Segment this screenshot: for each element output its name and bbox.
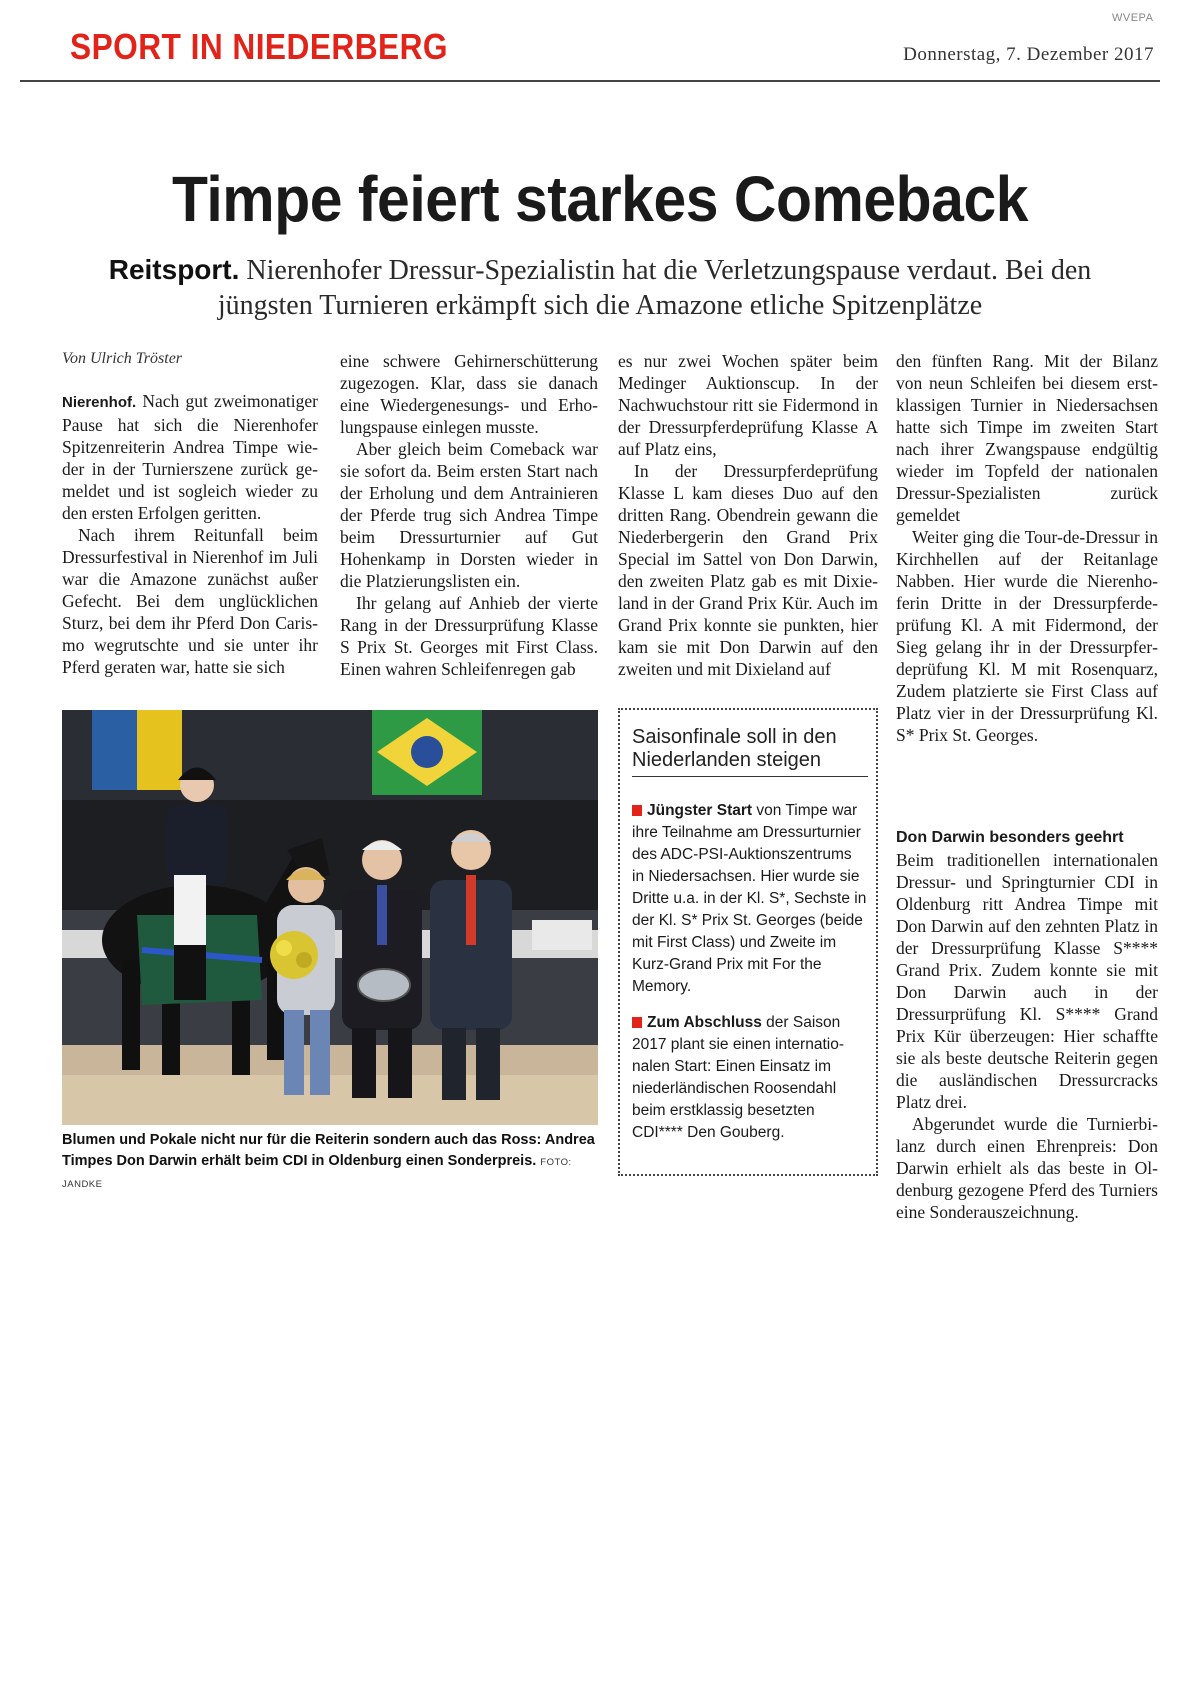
info-item — [632, 1012, 868, 1144]
paragraph: Beim traditionellen internationalen Dressur- und Springturnier CDI in Oldenburg ritt Andrea Timpe mit Don Darwin auf den zehnten Platz in der Dressurprüfung Klasse S**** Grand Prix. Zudem konnte sie mit Don Darwin auch in der Dressurprüfung Kl. S**** Grand Prix Kür überzeugen: Hier schaffte sie als beste deutsche Reiterin gegen die ausländischen Dressurcracks Platz drei. — [896, 850, 1158, 1112]
paragraph — [62, 390, 318, 524]
square-bullet-icon — [632, 805, 642, 816]
photo-caption — [62, 1130, 602, 1195]
award-ceremony-photo — [62, 710, 598, 1125]
issue-date: Donnerstag, 7. Dezember 2017 — [903, 44, 1154, 65]
info-item-lead: Zum Abschluss — [647, 1014, 762, 1031]
paragraph: Weiter ging die Tour-de-Dressur in Kirchhellen auf der Reitanlage Nabben. Hier wurde die Nierenhoferin Dritte in der Dressurpferdeprüfung Kl. A mit Fidermond, der Sieg gelang ihr in der Dressurpferdeprüfung Kl. M mit Rosenquarz, Zudem platzierte sie First Class auf Platz vier in der Dressurprüfung Kl. S* Prix St. Georges. — [896, 527, 1158, 745]
info-item-lead: Jüngster Start — [647, 802, 753, 819]
paragraph-text: Nach gut zweimonatiger Pause hat sich die Nierenhofer Spitzenreiterin Andrea Timpe wieder in der Turnierszene zurück gemeldet und ist sogleich wieder zu den ersten Erfolgen geritten. — [62, 391, 318, 523]
publisher-watermark: WVEPA — [1112, 12, 1154, 24]
paragraph: Ihr gelang auf Anhieb der vierte Rang in der Dressurprüfung Klasse S Prix St. Georges mit First Class. Einen wahren Schleifenregen gab — [340, 593, 598, 679]
article-headline: Timpe feiert starkes Comeback — [171, 163, 1029, 235]
subhead-kicker: Reitsport. — [108, 254, 240, 285]
square-bullet-icon — [632, 1017, 642, 1028]
caption-text: Blumen und Pokale nicht nur für die Reiterin sondern auch das Ross: Andrea Timpes Don Darwin erhält beim CDI in Oldenburg einen Sonderpreis. — [62, 1132, 595, 1169]
paragraph: den fünften Rang. Mit der Bilanz von neun Schleifen bei diesem erstklassigen Turnier in Niedersachsen hatte sich Timpe im zweiten Start nach ihrer Zwangspause endgültig wieder im Topfeld der nationalen Dressur-Spezialisten zurück gemeldet — [896, 351, 1158, 525]
article-column-3 — [618, 350, 878, 680]
photo-credit: FOTO: JANDKE — [62, 1157, 572, 1190]
article-column-4 — [896, 350, 1158, 746]
info-box — [618, 708, 878, 1176]
subhead-text: Nierenhofer Dressur-Spezialistin hat die Verletzungspause verdaut. Bei den jüngsten Turnieren erkämpft sich die Amazone etliche Spitzenplätze — [217, 255, 1092, 321]
info-item — [632, 800, 868, 998]
column-subheading: Don Darwin besonders geehrt — [896, 829, 1124, 846]
article-column-2 — [340, 350, 598, 680]
paragraph: Aber gleich beim Comeback war sie sofort da. Beim ersten Start nach der Erholung und dem Antrainieren der Pferde trug sich Andrea Timpe beim Dressurturnier auf Gut Hohenkamp in Dorsten wieder in die Platzierungslisten ein. — [340, 439, 598, 591]
paragraph: eine schwere Gehirnerschütterung zugezogen. Klar, dass sie danach eine Wiedergenesungs- und Erholungspause einlegen musste. — [340, 351, 598, 437]
byline: Von Ulrich Tröster — [62, 350, 183, 367]
section-title: SPORT IN NIEDERBERG — [70, 26, 449, 67]
info-item-text: von Timpe war ihre Teilnahme am Dressurturnier des ADC-PSI-Auktionszentrums in Niedersachsen. Hier wurde sie Dritte u.a. in der Kl. S*, Sechste in der Kl. S* Prix St. Georges (beide mit First Class) und Zweite im Kurz-Grand Prix mit For the Memory. — [632, 802, 867, 995]
article-subhead — [60, 252, 1140, 323]
article-column-4-continued — [896, 827, 1158, 1223]
info-box-title: Saisonfinale soll in den Niederlanden steigen — [632, 726, 868, 777]
header-rule — [20, 80, 1160, 82]
info-item-text: der Saison 2017 plant sie einen internationalen Start: Einen Einsatz im niederländischen Roosendahl beim erstklassig besetzten CDI**** Den Gouberg. — [632, 1014, 844, 1141]
paragraph: Abgerundet wurde die Turnierbilanz durch einen Ehrenpreis: Don Darwin erhielt als das beste in Oldenburg gezogene Pferd des Turniers eine Sonderauszeichnung. — [896, 1114, 1158, 1222]
article-column-1 — [62, 390, 318, 678]
dateline-place: Nierenhof. — [62, 394, 137, 411]
paragraph: es nur zwei Wochen später beim Medinger Auktionscup. In der Nachwuchstour ritt sie Fidermond in der Dressurpferdeprüfung Klasse A auf Platz eins, — [618, 351, 878, 459]
info-box-body — [632, 800, 868, 1158]
paragraph: Nach ihrem Reitunfall beim Dressurfestival in Nierenhof im Juli war die Amazone zunächst außer Gefecht. Bei dem unglücklichen Sturz, bei dem ihr Pferd Don Carismo wegrutschte und sie unter ihr Pferd geraten war, hatte sie sich — [62, 525, 318, 677]
paragraph: In der Dressurpferdeprüfung Klasse L kam dieses Duo auf den dritten Rang. Obendrein gewann die Niederbergerin den Grand Prix Special im Sattel von Don Darwin, den zweiten Platz gab es mit Dixieland in der Grand Prix Kür. Auch im Grand Prix konnte sie punkten, hier kam sie mit Don Darwin auf den zweiten und mit Dixieland auf — [618, 461, 878, 679]
article-photo — [62, 710, 598, 1125]
